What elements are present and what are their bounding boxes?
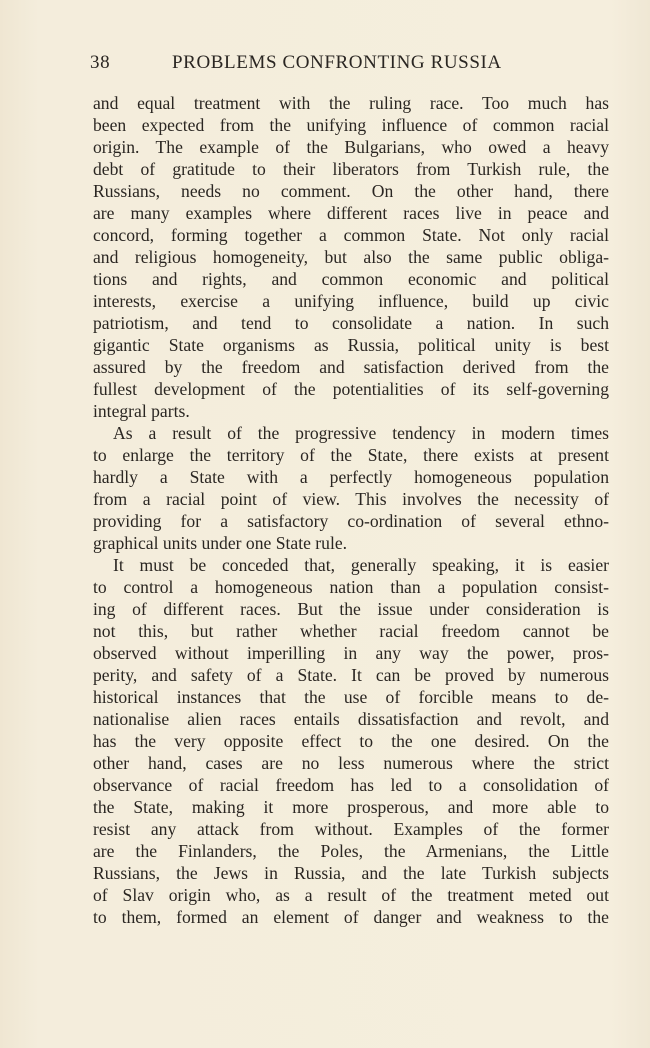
- running-head: [90, 50, 525, 76]
- text-line: patriotism, and tend to consolidate a nation. In such: [93, 313, 609, 333]
- text-line: to them, formed an element of danger and weakness to the: [93, 907, 609, 927]
- text-line: fullest development of the potentialities of its self-governing: [93, 379, 609, 399]
- text-line: debt of gratitude to their liberators from Turkish rule, the: [93, 159, 609, 179]
- text-line: other hand, cases are no less numerous where the strict: [93, 753, 609, 773]
- text-line: nationalise alien races entails dissatisfaction and revolt, and: [93, 709, 609, 729]
- paragraph: [93, 422, 609, 554]
- paragraph: [93, 92, 609, 422]
- text-line: the State, making it more prosperous, and more able to: [93, 797, 609, 817]
- text-line: historical instances that the use of forcible means to de-: [93, 687, 609, 707]
- text-line: concord, forming together a common State. Not only racial: [93, 225, 609, 245]
- text-line: of Slav origin who, as a result of the treatment meted out: [93, 885, 609, 905]
- text-line: ing of different races. But the issue under consideration is: [93, 599, 609, 619]
- page-number: 38: [90, 52, 111, 73]
- text-line: has the very opposite effect to the one desired. On the: [93, 731, 609, 751]
- text-line: Russians, needs no comment. On the other hand, there: [93, 181, 609, 201]
- text-line: As a result of the progressive tendency in modern times: [113, 423, 609, 443]
- text-line: hardly a State with a perfectly homogeneous population: [93, 467, 609, 487]
- running-head-title: PROBLEMS CONFRONTING RUSSIA: [172, 52, 502, 73]
- paragraph: [93, 554, 609, 928]
- text-line: are the Finlanders, the Poles, the Armenians, the Little: [93, 841, 609, 861]
- text-line: providing for a satisfactory co-ordination of several ethno-: [93, 511, 609, 531]
- text-line: gigantic State organisms as Russia, political unity is best: [93, 335, 609, 355]
- text-line: and equal treatment with the ruling race. Too much has: [93, 93, 609, 113]
- text-line: assured by the freedom and satisfaction derived from the: [93, 357, 609, 377]
- text-line: to control a homogeneous nation than a population consist-: [93, 577, 609, 597]
- text-line: resist any attack from without. Examples of the former: [93, 819, 609, 839]
- text-line: integral parts.: [93, 401, 190, 421]
- text-line: origin. The example of the Bulgarians, who owed a heavy: [93, 137, 609, 157]
- text-line: interests, exercise a unifying influence, build up civic: [93, 291, 609, 311]
- text-line: observance of racial freedom has led to a consolidation of: [93, 775, 609, 795]
- text-line: observed without imperilling in any way the power, pros-: [93, 643, 609, 663]
- text-line: been expected from the unifying influence of common racial: [93, 115, 609, 135]
- text-line: and religious homogeneity, but also the same public obliga-: [93, 247, 609, 267]
- body-text: [93, 92, 609, 928]
- text-line: graphical units under one State rule.: [93, 533, 348, 553]
- text-line: perity, and safety of a State. It can be proved by numerous: [93, 665, 609, 685]
- text-line: tions and rights, and common economic and political: [93, 269, 609, 289]
- text-line: not this, but rather whether racial freedom cannot be: [93, 621, 609, 641]
- text-line: from a racial point of view. This involves the necessity of: [93, 489, 609, 509]
- text-line: Russians, the Jews in Russia, and the late Turkish subjects: [93, 863, 609, 883]
- text-line: are many examples where different races live in peace and: [93, 203, 609, 223]
- text-line: to enlarge the territory of the State, there exists at present: [93, 445, 609, 465]
- text-line: It must be conceded that, generally speaking, it is easier: [113, 555, 609, 575]
